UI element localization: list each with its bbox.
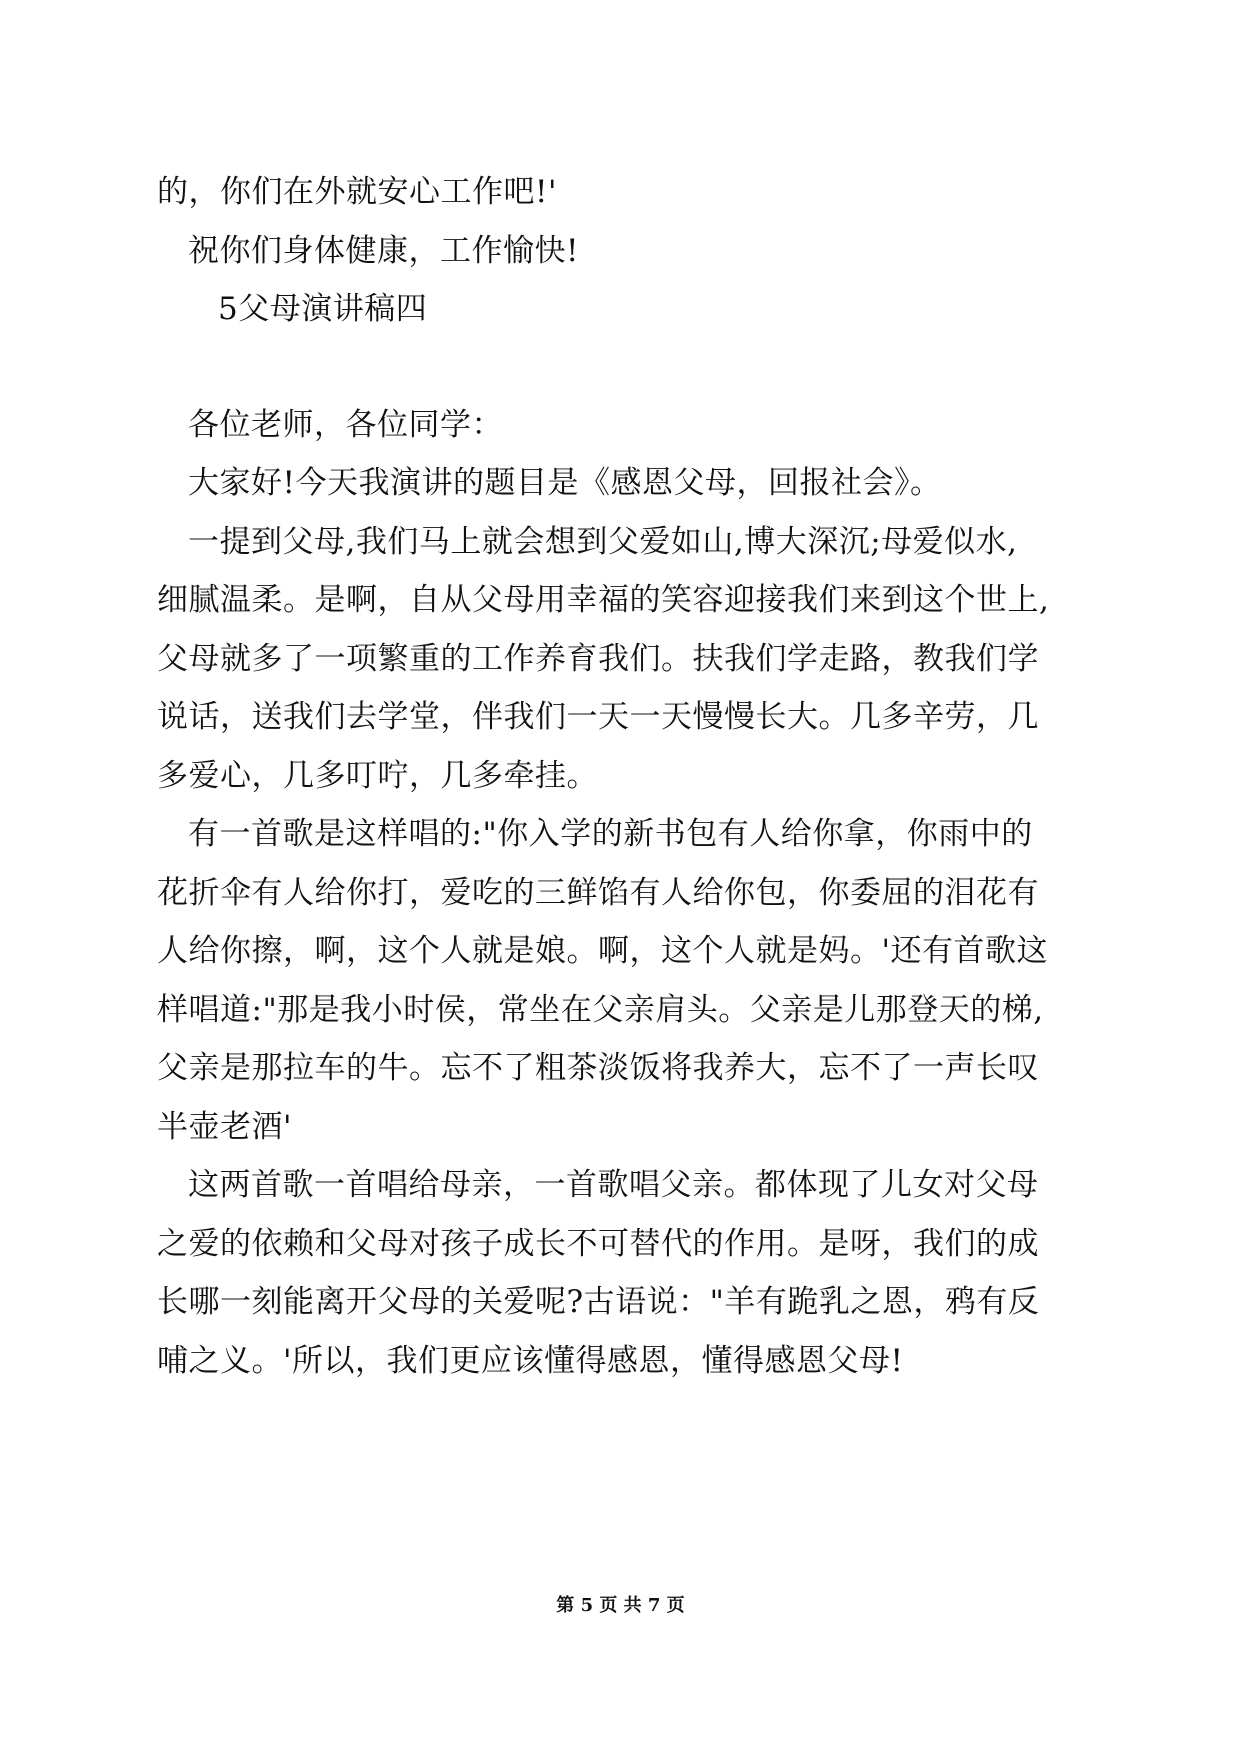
paragraph-line: 花折伞有人给你打，爱吃的三鲜馅有人给你包，你委屈的泪花有 <box>157 875 1039 911</box>
paragraph-line: 多爱心，几多叮咛，几多牵挂。 <box>157 758 598 794</box>
page-number-footer: 第 5 页 共 7 页 <box>556 1595 685 1616</box>
paragraph-line: 父亲是那拉车的牛。忘不了粗茶淡饭将我养大，忘不了一声长叹 <box>157 1050 1039 1086</box>
paragraph-line: 大家好!今天我演讲的题目是《感恩父母，回报社会》。 <box>188 465 942 501</box>
paragraph-line: 细腻温柔。是啊，自从父母用幸福的笑容迎接我们来到这个世上, <box>157 582 1050 618</box>
paragraph-line: 一提到父母,我们马上就会想到父爱如山,博大深沉;母爱似水, <box>188 524 1018 560</box>
paragraph-line: 的，你们在外就安心工作吧!' <box>157 174 557 210</box>
paragraph-line: 人给你擦，啊，这个人就是娘。啊，这个人就是妈。'还有首歌这 <box>157 933 1049 969</box>
paragraph-line: 之爱的依赖和父母对孩子成长不可替代的作用。是呀，我们的成 <box>157 1226 1039 1262</box>
greeting-line: 各位老师，各位同学： <box>188 407 503 443</box>
paragraph-line: 祝你们身体健康，工作愉快! <box>188 233 579 269</box>
paragraph-line: 有一首歌是这样唱的:"你入学的新书包有人给你拿，你雨中的 <box>188 816 1033 852</box>
paragraph-line: 这两首歌一首唱给母亲，一首歌唱父亲。都体现了儿女对父母 <box>188 1167 1039 1203</box>
paragraph-line: 哺之义。'所以，我们更应该懂得感恩，懂得感恩父母! <box>157 1343 904 1379</box>
paragraph-line: 说话，送我们去学堂，伴我们一天一天慢慢长大。几多辛劳，几 <box>157 699 1039 735</box>
paragraph-line: 长哪一刻能离开父母的关爱呢?古语说："羊有跪乳之恩，鸦有反 <box>157 1284 1040 1320</box>
paragraph-line: 父母就多了一项繁重的工作养育我们。扶我们学走路，教我们学 <box>157 641 1039 677</box>
section-heading: 5父母演讲稿四 <box>218 291 428 327</box>
paragraph-line: 样唱道:"那是我小时侯，常坐在父亲肩头。父亲是儿那登天的梯, <box>157 992 1044 1028</box>
paragraph-line: 半壶老酒' <box>157 1109 293 1145</box>
